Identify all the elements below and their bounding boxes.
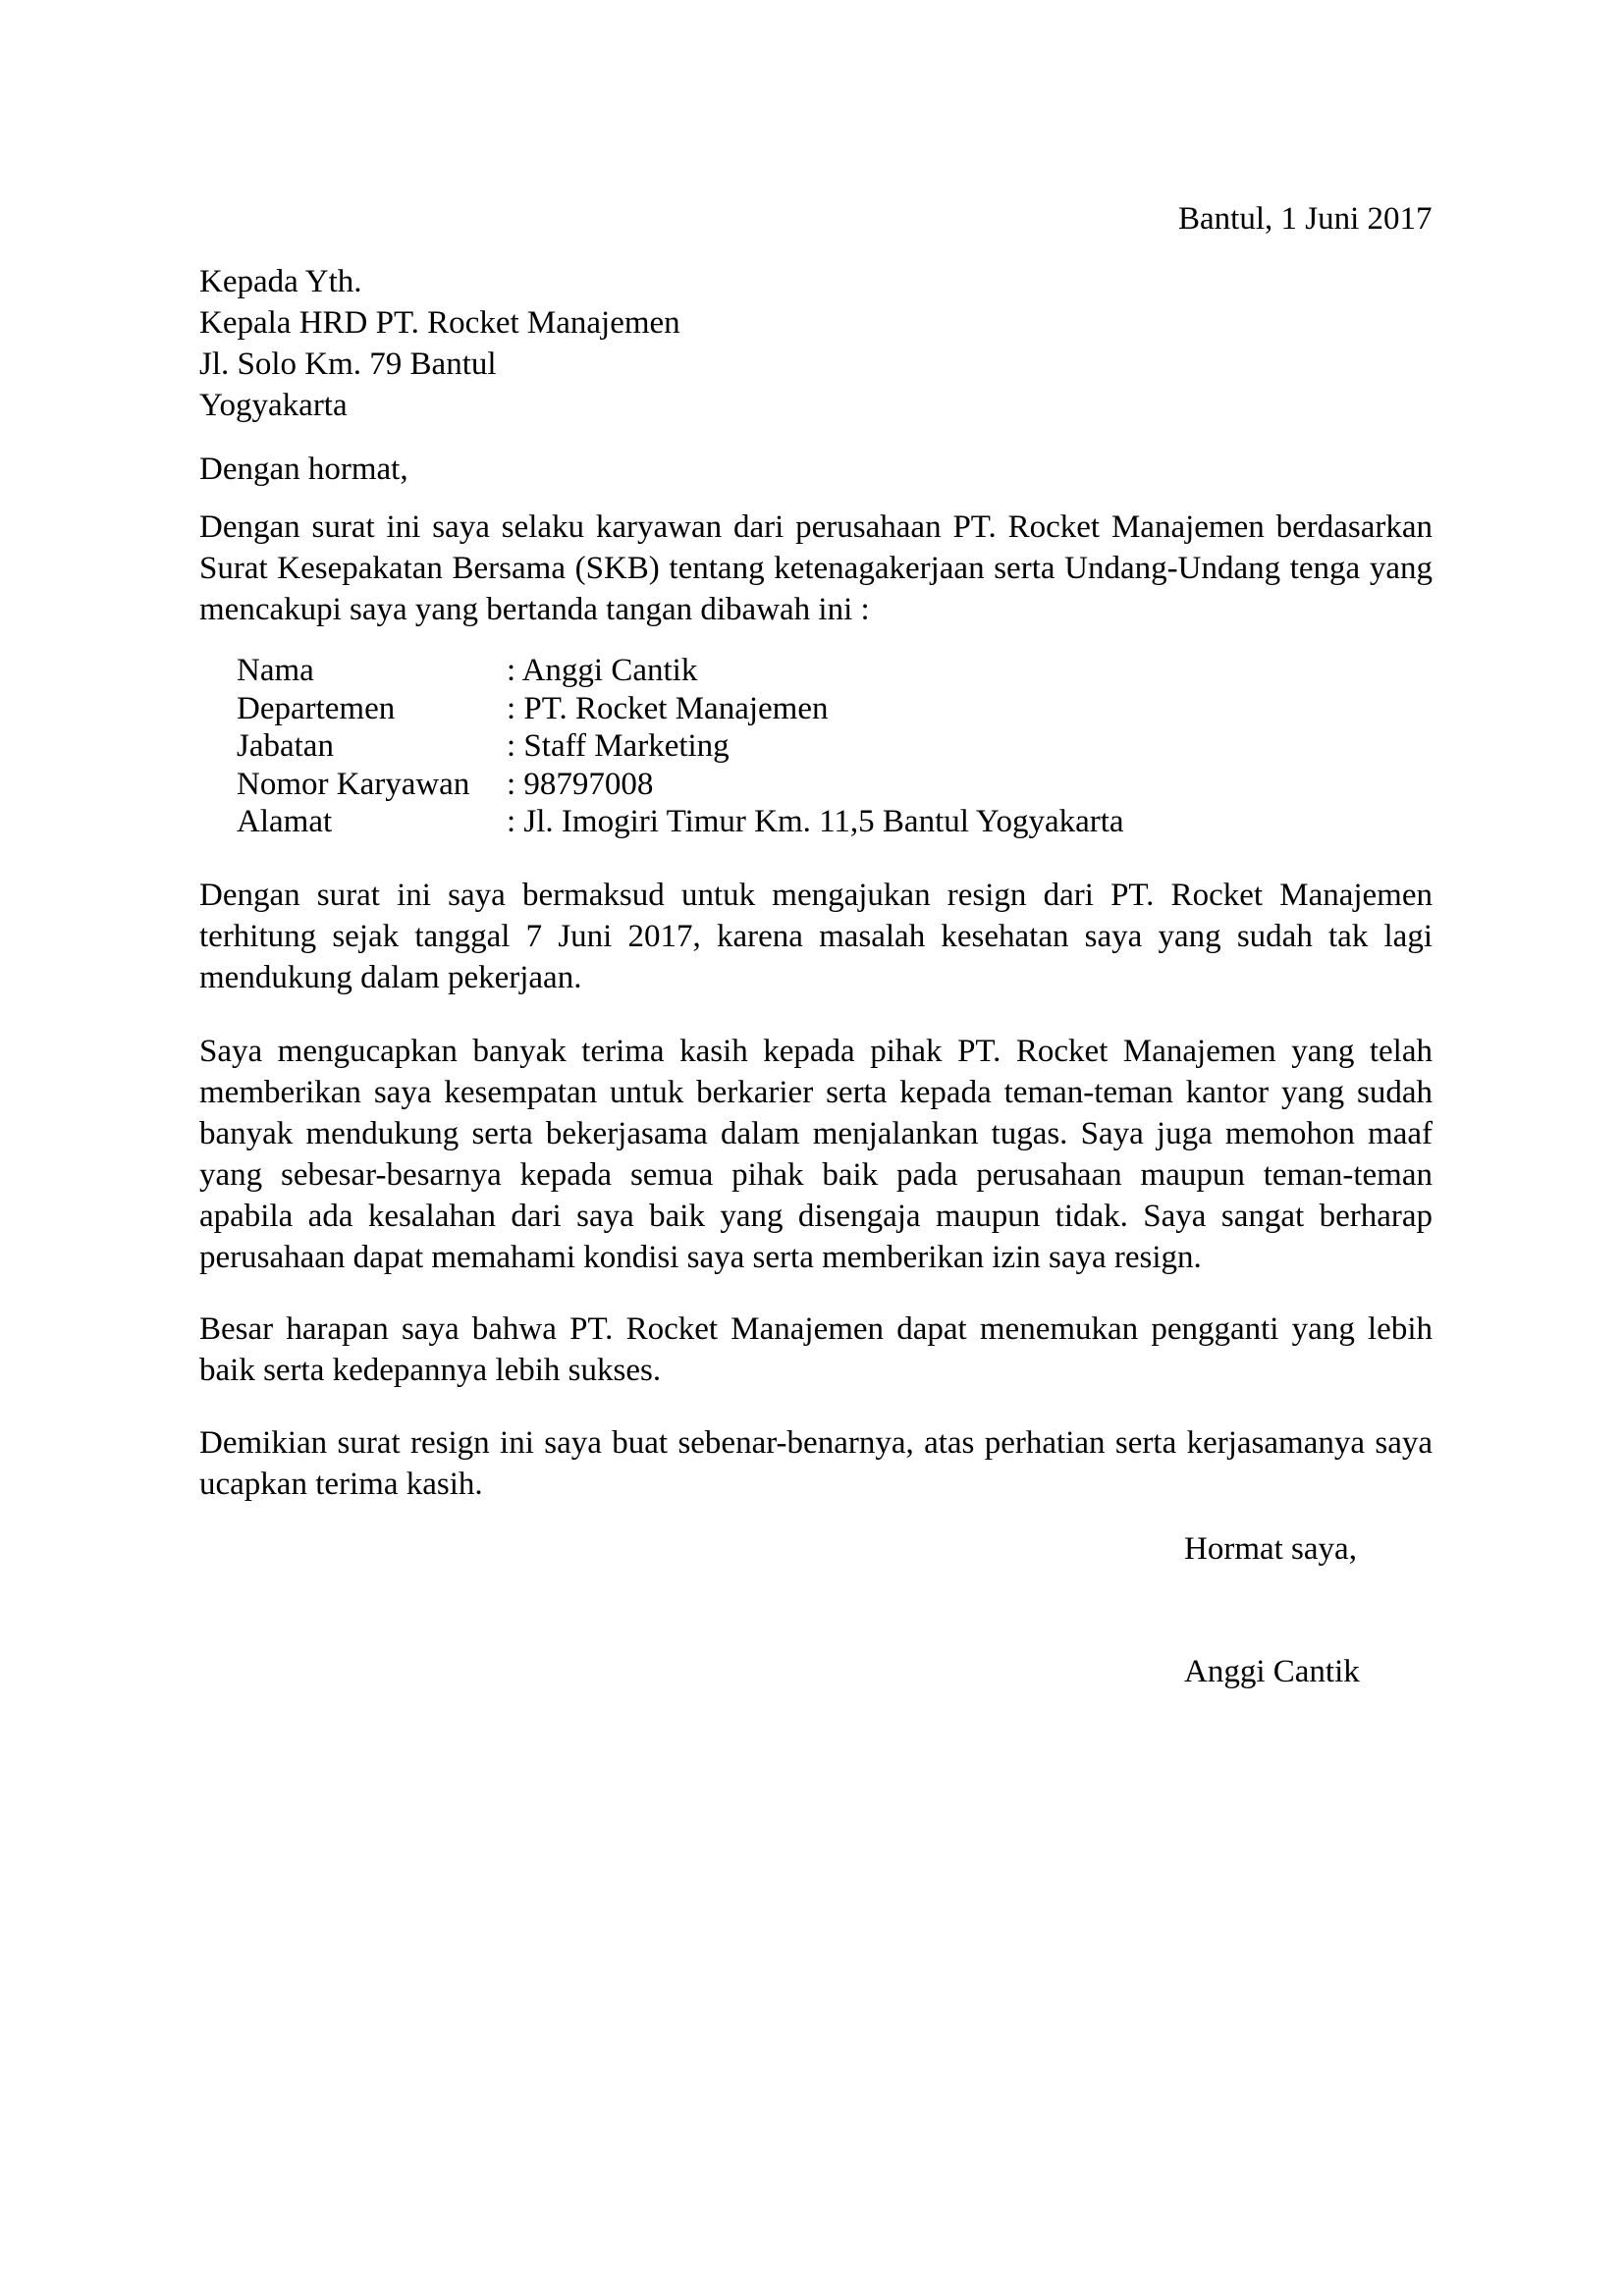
hope-text: Besar harapan saya bahwa PT. Rocket Manajemen dapat menemukan pengganti yang lebih baik serta kedepannya lebih sukses. bbox=[199, 1311, 1433, 1388]
signatory-name: Anggi Cantik bbox=[1184, 1654, 1360, 1689]
detail-value: : PT. Rocket Manajemen bbox=[507, 690, 829, 726]
detail-value: : Anggi Cantik bbox=[507, 653, 698, 688]
recipient-line: Yogyakarta bbox=[199, 388, 348, 423]
detail-value: : 98797008 bbox=[507, 766, 654, 802]
detail-label: Nomor Karyawan bbox=[237, 766, 470, 802]
resign-text: Dengan surat ini saya bermaksud untuk mengajukan resign dari PT. Rocket Manajemen terhitung sejak tanggal 7 Juni 2017, karena masalah kesehatan saya yang sudah tak lagi mendukung dalam pekerjaan. bbox=[199, 878, 1433, 995]
detail-row bbox=[237, 690, 1317, 728]
recipient-line: Kepala HRD PT. Rocket Manajemen bbox=[199, 305, 680, 341]
recipient-line: Jl. Solo Km. 79 Bantul bbox=[199, 347, 497, 382]
hope-paragraph bbox=[199, 1308, 1433, 1391]
closing-text: Demikian surat resign ini saya buat sebenar-benarnya, atas perhatian serta kerjasamanya saya ucapkan terima kasih. bbox=[199, 1425, 1433, 1502]
detail-row bbox=[237, 652, 1317, 690]
detail-row bbox=[237, 803, 1317, 841]
sign-off: Hormat saya, bbox=[1184, 1531, 1357, 1567]
employee-details bbox=[237, 652, 1317, 841]
greeting: Dengan hormat, bbox=[199, 452, 408, 487]
intro-text: Dengan surat ini saya selaku karyawan dari perusahaan PT. Rocket Manajemen berdasarkan Surat Kesepakatan Bersama (SKB) tentang ketenagakerjaan serta Undang-Undang tenga yang mencakupi saya yang bertanda tangan dibawah ini : bbox=[199, 509, 1433, 627]
recipient-line: Kepada Yth. bbox=[199, 264, 362, 299]
resign-paragraph bbox=[199, 875, 1433, 998]
detail-label: Jabatan bbox=[237, 728, 334, 764]
detail-label: Alamat bbox=[237, 804, 333, 839]
letter-date: Bantul, 1 Juni 2017 bbox=[1178, 201, 1433, 237]
detail-label: Departemen bbox=[237, 690, 396, 726]
detail-label: Nama bbox=[237, 653, 314, 688]
recipient-address bbox=[199, 261, 1433, 426]
detail-row bbox=[237, 766, 1317, 804]
detail-value: : Staff Marketing bbox=[507, 728, 730, 764]
detail-row bbox=[237, 727, 1317, 766]
detail-value: : Jl. Imogiri Timur Km. 11,5 Bantul Yogyakarta bbox=[507, 804, 1124, 839]
closing-paragraph bbox=[199, 1422, 1433, 1505]
thanks-paragraph bbox=[199, 1031, 1433, 1278]
intro-paragraph bbox=[199, 507, 1433, 630]
thanks-text: Saya mengucapkan banyak terima kasih kepada pihak PT. Rocket Manajemen yang telah memberikan saya kesempatan untuk berkarier serta kepada teman-teman kantor yang sudah banyak mendukung serta bekerjasama dalam menjalankan tugas. Saya juga memohon maaf yang sebesar-besarnya kepada semua pihak baik pada perusahaan maupun teman-teman apabila ada kesalahan dari saya baik yang disengaja maupun tidak. Saya sangat berharap perusahaan dapat memahami kondisi saya serta memberikan izin saya resign. bbox=[199, 1034, 1433, 1275]
